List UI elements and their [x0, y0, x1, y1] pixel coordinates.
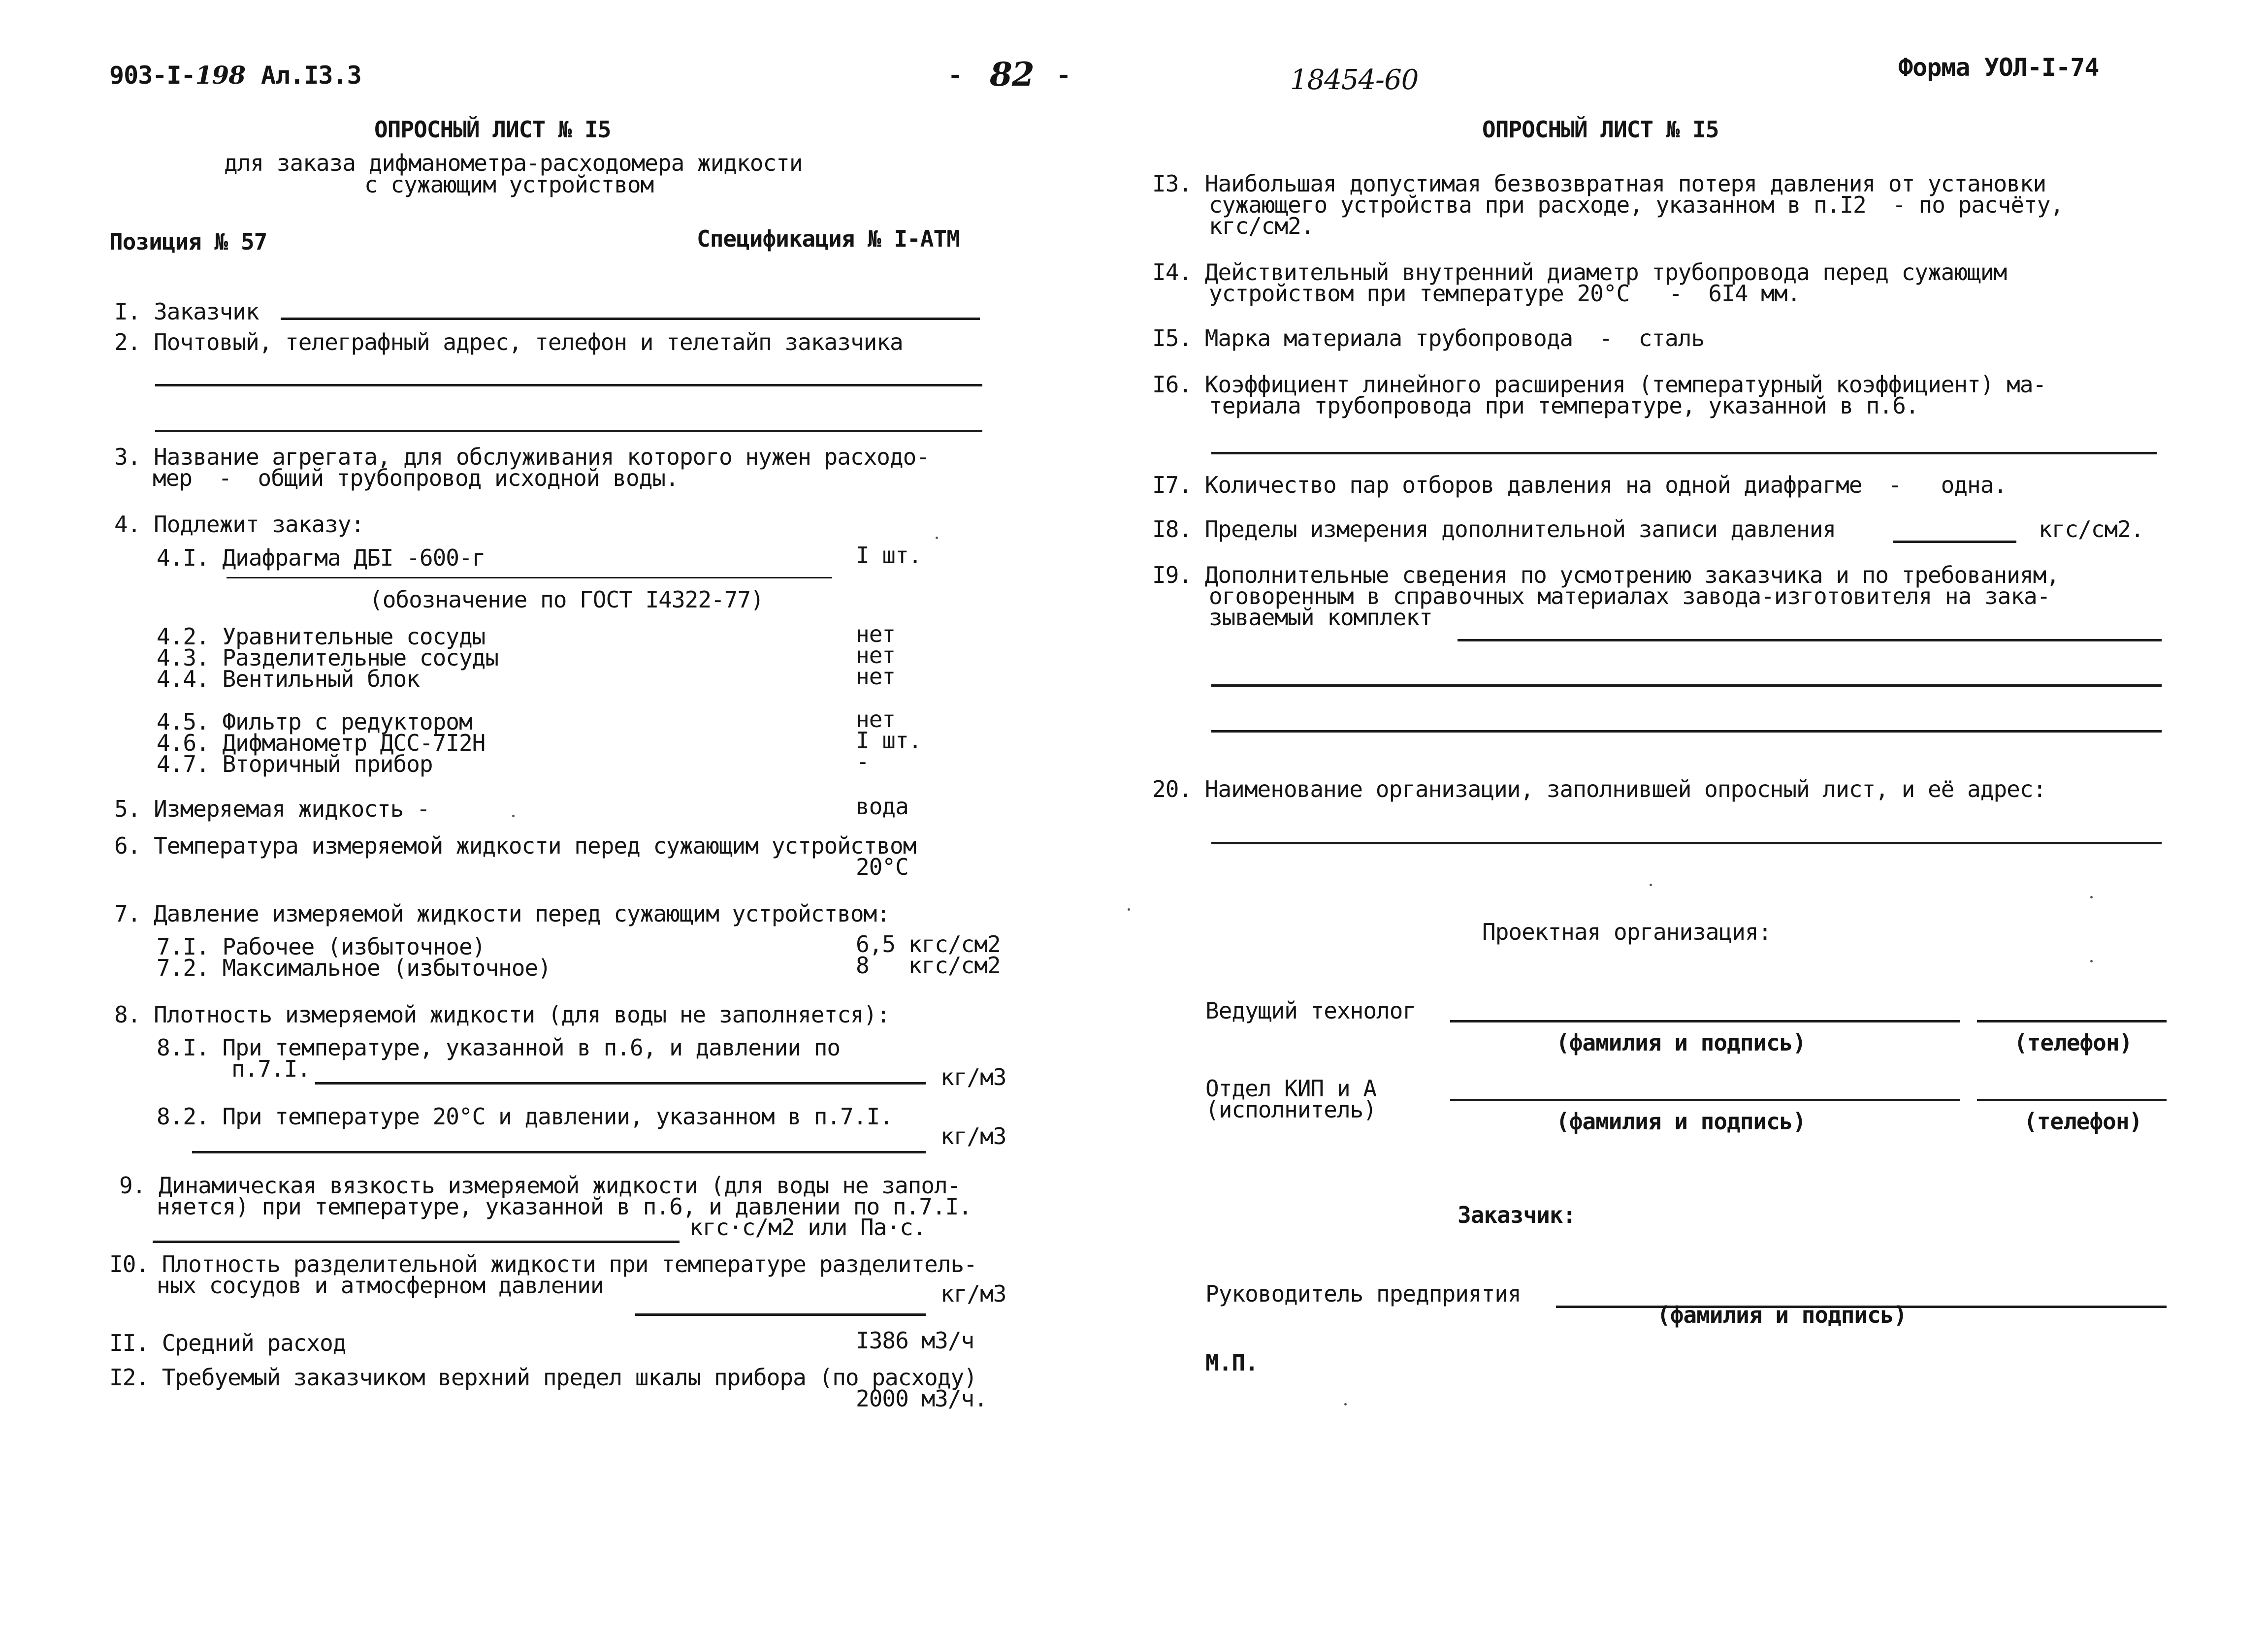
q4-3: 4.3. Разделительные сосуды: [157, 644, 499, 671]
q18-limits: I8. Пределы измерения дополнительной записи давления: [1152, 516, 1836, 543]
q7-2-value: 8 кгс/см2: [856, 952, 1001, 979]
q4-7-value: -: [856, 748, 869, 775]
q1-fill-line: [281, 318, 980, 320]
q4-2-value: нет: [856, 621, 896, 647]
q13-line-2: сужающего устройства при расходе, указанном в п.I2 - по расчёту,: [1209, 192, 2064, 218]
q9-fill-line: [153, 1241, 680, 1243]
doc-code-handwritten: 198: [195, 61, 245, 90]
scan-speck: [512, 815, 515, 817]
lead-tech-phone-line: [1977, 1020, 2167, 1022]
scan-speck: [936, 537, 938, 539]
q1-customer: I. Заказчик: [114, 298, 259, 325]
dept-phone-line: [1977, 1099, 2167, 1101]
q20-fill-line: [1211, 842, 2162, 844]
q4-6: 4.6. Дифманометр ДСС-7I2Н: [157, 730, 486, 756]
q17-taps: I7. Количество пар отборов давления на одной диафрагме - одна.: [1152, 472, 2007, 498]
q14-line-2: устройством при температуре 20°С - 6I4 мм.: [1209, 280, 1801, 307]
q4-1-value: I шт.: [856, 542, 922, 569]
q9-unit: кгс·с/м2 или Па·с.: [689, 1214, 926, 1241]
q4-4: 4.4. Вентильный блок: [157, 666, 420, 692]
q5-liquid: 5. Измеряемая жидкость -: [114, 796, 430, 822]
q11-flow: II. Средний расход: [109, 1330, 346, 1356]
dept-signature-caption: (фамилия и подпись): [1556, 1108, 1806, 1135]
q13-line-1: I3. Наибольшая допустимая безвозвратная потеря давления от установки: [1152, 170, 2046, 197]
dept-label-line-2: (исполнитель): [1205, 1096, 1377, 1123]
q8-2-fill-line: [192, 1151, 926, 1153]
lead-tech-signature-caption: (фамилия и подпись): [1556, 1029, 1806, 1056]
lead-tech-signature-line: [1450, 1020, 1960, 1022]
q4-1-diaphragm: 4.I. Диафрагма ДБI -600-г: [157, 544, 486, 571]
sheet-ref: Ал.I3.3: [261, 61, 361, 90]
lead-technologist-label: Ведущий технолог: [1205, 997, 1416, 1024]
q8-1-line-2: п.7.I.: [231, 1055, 311, 1082]
q5-value: вода: [856, 793, 908, 820]
q4-7: 4.7. Вторичный прибор: [157, 751, 433, 777]
q18-fill-line: [1893, 541, 2016, 543]
q4-1-underline: [227, 577, 832, 578]
dept-signature-line: [1450, 1099, 1960, 1101]
q3-line-1: 3. Название агрегата, для обслуживания которого нужен расходо-: [114, 444, 930, 470]
q10-unit: кг/м3: [940, 1280, 1006, 1307]
director-label: Руководитель предприятия: [1205, 1280, 1521, 1307]
q7-1-value: 6,5 кгс/см2: [856, 931, 1001, 958]
q10-line-1: I0. Плотность разделительной жидкости при температуре разделитель-: [109, 1251, 977, 1277]
q19-fill-line-2: [1211, 684, 2162, 687]
q8-2: 8.2. При температуре 20°С и давлении, указанном в п.7.I.: [157, 1103, 893, 1130]
q16-fill-line: [1211, 452, 2157, 454]
q8-1-line-1: 8.I. При температуре, указанной в п.6, и давлении по: [157, 1034, 841, 1061]
spec-label: Спецификация № I-АТМ: [697, 225, 960, 252]
q14-line-1: I4. Действительный внутренний диаметр трубопровода перед сужающим: [1152, 259, 2007, 286]
q4-2: 4.2. Уравнительные сосуды: [157, 623, 486, 650]
q19-fill-line-1: [1458, 639, 2162, 641]
scan-speck: [1650, 884, 1652, 886]
q18-unit: кгс/см2.: [2039, 516, 2144, 543]
q4-4-value: нет: [856, 663, 896, 690]
scan-speck: [2090, 960, 2093, 962]
q10-line-2: ных сосудов и атмосферном давлении: [157, 1272, 604, 1299]
page-marker-right: -: [1056, 61, 1071, 90]
q16-line-1: I6. Коэффициент линейного расширения (температурный коэффициент) ма-: [1152, 371, 2046, 398]
q4-5: 4.5. Фильтр с редуктором: [157, 708, 472, 735]
q20-organization: 20. Наименование организации, заполнившей опросный лист, и её адрес:: [1152, 776, 2046, 802]
q7-1: 7.I. Рабочее (избыточное): [157, 933, 486, 960]
q2-address: 2. Почтовый, телеграфный адрес, телефон и телетайп заказчика: [114, 329, 903, 355]
left-title: ОПРОСНЫЙ ЛИСТ № I5: [374, 116, 611, 143]
q8-1-fill-line: [315, 1082, 926, 1085]
q6-value: 20°С: [856, 854, 908, 880]
q4-3-value: нет: [856, 642, 896, 669]
q4-order: 4. Подлежит заказу:: [114, 511, 364, 538]
q8-1-unit: кг/м3: [940, 1064, 1006, 1090]
director-signature-caption: (фамилия и подпись): [1657, 1302, 1907, 1328]
form-code: Форма УОЛ-I-74: [1898, 53, 2099, 82]
page-number: 82: [990, 55, 1034, 94]
q8-density: 8. Плотность измеряемой жидкости (для воды не заполняется):: [114, 1001, 890, 1028]
q3-line-2: мер - общий трубопровод исходной воды.: [153, 465, 679, 491]
q4-6-value: I шт.: [856, 727, 922, 754]
left-subtitle-2: с сужающим устройством: [364, 171, 654, 198]
q15-material: I5. Марка материала трубопровода - сталь: [1152, 325, 1705, 351]
right-title: ОПРОСНЫЙ ЛИСТ № I5: [1482, 116, 1719, 143]
q2-fill-line-1: [155, 384, 982, 386]
q19-line-1: I9. Дополнительные сведения по усмотрению заказчика и по требованиям,: [1152, 562, 2059, 588]
q7-2: 7.2. Максимальное (избыточное): [157, 955, 551, 981]
position-label: Позиция № 57: [109, 228, 267, 255]
q6-temperature: 6. Температура измеряемой жидкости перед сужающим устройством: [114, 832, 916, 859]
q7-pressure: 7. Давление измеряемой жидкости перед сужающим устройством:: [114, 900, 890, 927]
lead-tech-phone-caption: (телефон): [2014, 1029, 2133, 1056]
q12-scale: I2. Требуемый заказчиком верхний предел шкалы прибора (по расходу): [109, 1364, 977, 1391]
q9-line-2: няется) при температуре, указанной в п.6, и давлении по п.7.I.: [157, 1193, 972, 1220]
dept-label-line-1: Отдел КИП и А: [1205, 1075, 1377, 1102]
q16-line-2: териала трубопровода при температуре, указанной в п.6.: [1209, 392, 1919, 419]
left-subtitle-1: для заказа дифманометра-расходомера жидкости: [224, 150, 803, 176]
dept-phone-caption: (телефон): [2024, 1108, 2142, 1135]
q4-5-value: нет: [856, 706, 896, 733]
doc-code: 903-I-198: [109, 61, 245, 90]
q11-value: I386 м3/ч: [856, 1327, 974, 1354]
q19-fill-line-3: [1211, 730, 2162, 733]
q19-line-3: зываемый комплект: [1209, 604, 1432, 631]
q13-line-3: кгс/см2.: [1209, 213, 1314, 239]
q8-2-unit: кг/м3: [940, 1123, 1006, 1149]
q19-line-2: оговоренным в справочных материалах завода-изготовителя на зака-: [1209, 583, 2050, 609]
customer-heading: Заказчик:: [1458, 1202, 1576, 1228]
q10-fill-line: [635, 1313, 926, 1316]
q9-line-1: 9. Динамическая вязкость измеряемой жидкости (для воды не запол-: [119, 1172, 961, 1199]
design-org-heading: Проектная организация:: [1482, 919, 1772, 945]
scan-speck: [1344, 1403, 1347, 1405]
scan-speck: [2090, 896, 2093, 898]
q4-1-note: (обозначение по ГОСТ I4322-77): [369, 586, 764, 613]
inventory-number: 18454-60: [1290, 64, 1419, 96]
page-marker-left: -: [948, 61, 963, 90]
q2-fill-line-2: [155, 430, 982, 432]
stamp-place: М.П.: [1205, 1349, 1258, 1376]
scan-speck: [1128, 908, 1130, 911]
q12-value: 2000 м3/ч.: [856, 1385, 987, 1412]
